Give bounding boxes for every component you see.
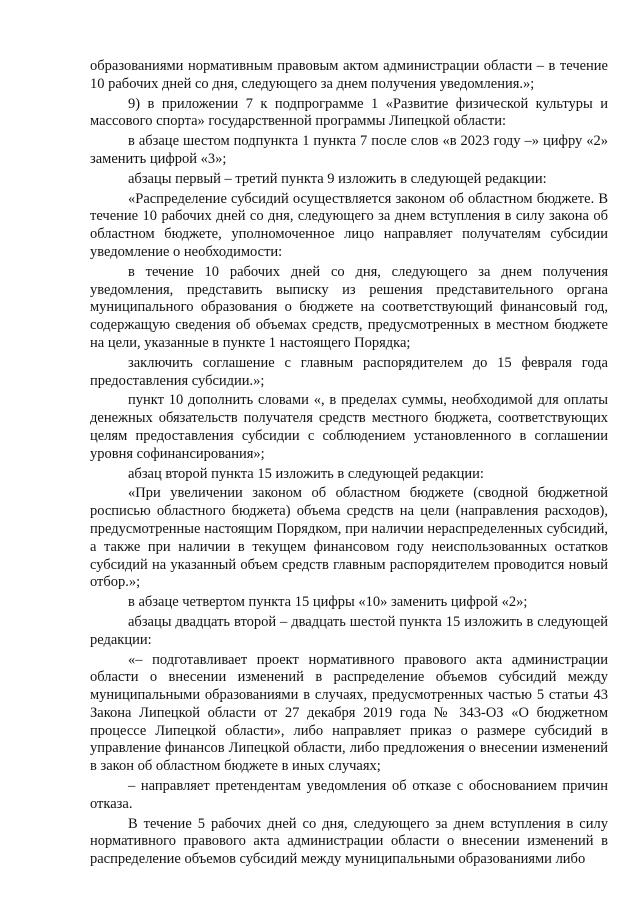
paragraph-within-5-days: В течение 5 рабочих дней со дня, следующего за днем вступления в силу нормативного правового акта администрации области о внесении изменений в распределение объемов субсидий между муниципальными образованиями либо bbox=[90, 815, 608, 868]
paragraph-item-9: 9) в приложении 7 к подпрограмме 1 «Развитие физической культуры и массового спорта» государственной программы Липецкой области: bbox=[90, 95, 608, 130]
document-page bbox=[90, 58, 608, 871]
paragraph-point-15-second: абзац второй пункта 15 изложить в следующей редакции: bbox=[128, 465, 484, 482]
paragraph-distribution: «Распределение субсидий осуществляется законом об областном бюджете. В течение 10 рабочих дней со дня, следующего за днем вступления в силу закона об областном бюджете, уполномоченное лицо направляет получателям субсидии уведомление о необходимости: bbox=[90, 190, 608, 260]
paragraph-within-10-days: в течение 10 рабочих дней со дня, следующего за днем получения уведомления, представить выписку из решения представительного органа муниципального образования о бюджете на соответствующий финансовый год, содержащую сведения об объемах средств, предусмотренных в местном бюджете на цели, указанные в пункте 1 настоящего Порядка; bbox=[90, 263, 608, 351]
paragraph-point-10: пункт 10 дополнить словами «, в пределах суммы, необходимой для оплаты денежных обязательств получателя средств местного бюджета, соответствующих целям предоставления субсидии с соблюдением установленного в соглашении уровня софинансирования»; bbox=[90, 392, 608, 462]
paragraph-continuation: образованиями нормативным правовым актом администрации области – в течение 10 рабочих дней со дня, следующего за днем получения уведомления.»; bbox=[90, 58, 608, 92]
paragraph-agreement: заключить соглашение с главным распорядителем до 15 февраля года предоставления субсидии.»; bbox=[90, 354, 608, 389]
paragraph-amend-point-9: абзацы первый – третий пункта 9 изложить в следующей редакции: bbox=[128, 170, 547, 187]
paragraph-amend-subpoint-1: в абзаце шестом подпункта 1 пункта 7 после слов «в 2023 году –» цифру «2» заменить цифрой «3»; bbox=[90, 133, 608, 167]
paragraph-point-15-22-26: абзацы двадцать второй – двадцать шестой пункта 15 изложить в следующей редакции: bbox=[90, 613, 608, 648]
paragraph-prepares-draft: «– подготавливает проект нормативного правового акта администрации области о внесении изменений в распределение объемов субсидий между муниципальными образованиями в случаях, предусмотренных частью 5 статьи 43 Закона Липецкой области от 27 декабря 2019 года № 343-ОЗ «О бюджетном процессе Липецкой области», либо направляет приказ о размере субсидий в управление финансов Липецкой области, либо предложения о внесении изменений в закон об областном бюджете в иных случаях; bbox=[90, 651, 608, 775]
paragraph-point-15-fourth: в абзаце четвертом пункта 15 цифры «10» заменить цифрой «2»; bbox=[128, 594, 528, 611]
paragraph-budget-increase: «При увеличении законом об областном бюджете (сводной бюджетной росписью областного бюджета) объема средств на цели (направления расходов), предусмотренные настоящим Порядком, при наличии нераспределенных субсидий, а также при наличии в текущем финансовом году неиспользованных остатков субсидий на указанный объем средств главным распорядителем проводится новый отбор.»; bbox=[90, 485, 608, 591]
paragraph-sends-notice: – направляет претендентам уведомления об отказе с обоснованием причин отказа. bbox=[90, 778, 608, 812]
